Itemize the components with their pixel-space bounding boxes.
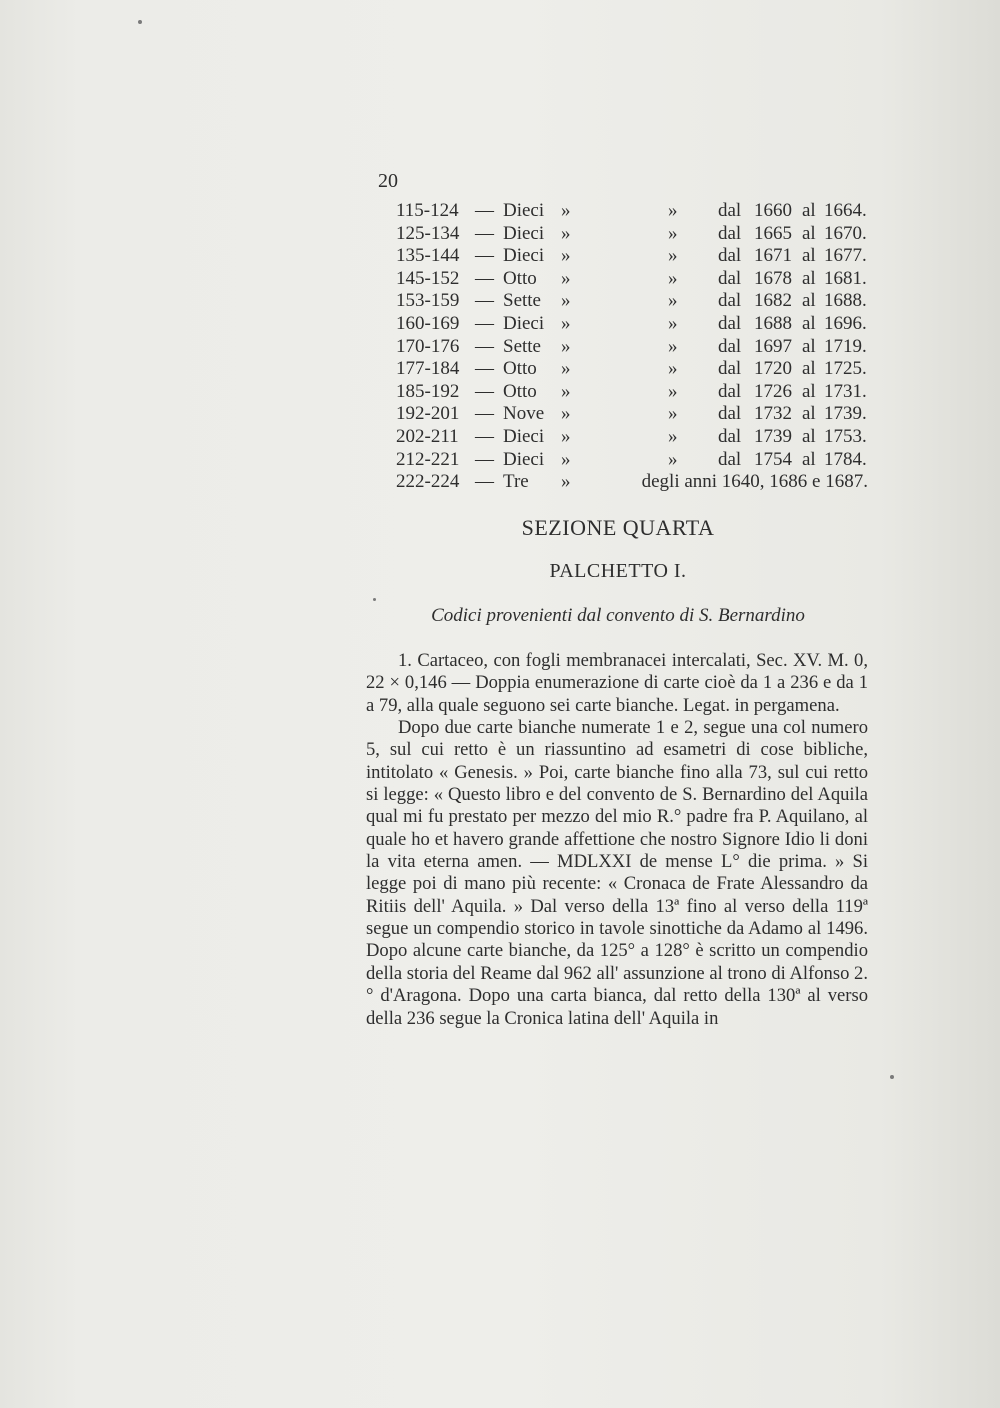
row-ditto-mark: » xyxy=(561,245,571,267)
row-ditto-mark: » xyxy=(668,290,678,312)
row-dash: — xyxy=(475,335,494,357)
row-dal: dal xyxy=(718,245,742,267)
shelf-table xyxy=(396,200,868,494)
row-dash: — xyxy=(475,267,494,289)
row-dal: dal xyxy=(718,335,742,357)
row-year-from: 1739 xyxy=(754,425,792,447)
row-dal: dal xyxy=(718,312,742,334)
row-dash: — xyxy=(475,290,494,312)
row-dash: — xyxy=(475,425,494,447)
paper-speck xyxy=(373,598,376,601)
row-dal: dal xyxy=(718,380,742,402)
row-count: Sette xyxy=(503,290,541,312)
row-al: al xyxy=(802,335,816,357)
subsection-title: PALCHETTO I. xyxy=(549,560,687,582)
row-ditto-mark: » xyxy=(561,222,571,244)
row-dal: dal xyxy=(718,448,742,470)
row-dash: — xyxy=(475,471,494,493)
row-al: al xyxy=(802,380,816,402)
table-row xyxy=(396,403,868,426)
row-year-to: 1784. xyxy=(824,448,867,470)
row-ditto-mark: » xyxy=(668,403,678,425)
row-year-from: 1678 xyxy=(754,267,792,289)
row-dal: dal xyxy=(718,222,742,244)
row-count: Dieci xyxy=(503,245,545,267)
row-dal: dal xyxy=(718,403,742,425)
row-range: 153-159 xyxy=(396,290,460,312)
row-al: al xyxy=(802,425,816,447)
row-range: 125-134 xyxy=(396,222,460,244)
row-count: Otto xyxy=(503,267,537,289)
row-ditto-mark: » xyxy=(561,380,571,402)
row-al: al xyxy=(802,200,816,221)
row-al: al xyxy=(802,403,816,425)
row-al: al xyxy=(802,312,816,334)
table-row xyxy=(396,426,868,449)
row-year-to: 1753. xyxy=(824,425,867,447)
row-al: al xyxy=(802,290,816,312)
row-range: 170-176 xyxy=(396,335,460,357)
body-text xyxy=(366,650,868,1030)
table-row xyxy=(396,381,868,404)
row-dash: — xyxy=(475,245,494,267)
table-row xyxy=(396,268,868,291)
row-range: 222-224 xyxy=(396,471,460,493)
row-count: Nove xyxy=(503,403,545,425)
row-year-to: 1725. xyxy=(824,358,867,380)
row-dal: dal xyxy=(718,267,742,289)
table-row xyxy=(396,336,868,359)
row-ditto-mark: » xyxy=(561,448,571,470)
row-ditto-mark: » xyxy=(561,471,571,493)
provenance-heading: Codici provenienti dal convento di S. Bernardino xyxy=(431,605,805,626)
row-years-text: degli anni 1640, 1686 e 1687. xyxy=(641,471,868,493)
row-year-from: 1665 xyxy=(754,222,792,244)
row-dash: — xyxy=(475,403,494,425)
row-ditto-mark: » xyxy=(561,267,571,289)
row-ditto-mark: » xyxy=(668,267,678,289)
row-ditto-mark: » xyxy=(668,380,678,402)
row-count: Dieci xyxy=(503,200,545,221)
row-al: al xyxy=(802,448,816,470)
section-title: SEZIONE QUARTA xyxy=(521,515,715,540)
row-year-to: 1696. xyxy=(824,312,867,334)
row-dash: — xyxy=(475,312,494,334)
row-year-from: 1688 xyxy=(754,312,792,334)
table-row xyxy=(396,245,868,268)
row-ditto-mark: » xyxy=(561,290,571,312)
row-range: 185-192 xyxy=(396,380,460,402)
table-row xyxy=(396,313,868,336)
row-range: 212-221 xyxy=(396,448,460,470)
row-dash: — xyxy=(475,222,494,244)
row-year-to: 1739. xyxy=(824,403,867,425)
row-year-from: 1754 xyxy=(754,448,792,470)
row-year-from: 1732 xyxy=(754,403,792,425)
row-year-to: 1670. xyxy=(824,222,867,244)
row-count: Tre xyxy=(503,471,529,493)
row-ditto-mark: » xyxy=(668,425,678,447)
row-ditto-mark: » xyxy=(668,200,678,221)
row-year-to: 1719. xyxy=(824,335,867,357)
row-ditto-mark: » xyxy=(668,335,678,357)
paper-speck xyxy=(890,1075,894,1079)
row-ditto-mark: » xyxy=(668,358,678,380)
row-count: Sette xyxy=(503,335,541,357)
row-dal: dal xyxy=(718,290,742,312)
row-year-from: 1682 xyxy=(754,290,792,312)
row-count: Dieci xyxy=(503,448,545,470)
paragraph-entry-1: 1. Cartaceo, con fogli membranacei intercalati, Sec. XV. M. 0, 22 × 0,146 — Doppia enumerazione di carte cioè da 1 a 236 e da 1 a 79, alla quale seguono sei carte bianche. Legat. in pergamena. xyxy=(366,650,868,716)
table-row xyxy=(396,200,868,223)
row-dash: — xyxy=(475,200,494,221)
row-al: al xyxy=(802,222,816,244)
row-year-from: 1697 xyxy=(754,335,792,357)
row-range: 115-124 xyxy=(396,200,459,221)
row-year-from: 1660 xyxy=(754,200,792,221)
row-ditto-mark: » xyxy=(668,222,678,244)
table-rows xyxy=(396,200,868,471)
row-al: al xyxy=(802,267,816,289)
paper-speck xyxy=(138,20,142,24)
paragraph-description: Dopo due carte bianche numerate 1 e 2, segue una col numero 5, sul cui retto è un riassuntino ad esametri di cose bibliche, intitolato « Genesis. » Poi, carte bianche fino alla 73, sul cui retto si legge: « Questo libro e del convento de S. Bernardino del Aquila qual mi fu prestato per mezzo del mio R.° padre fra P. Aquilano, al quale ho et havero grande affettione che nostro Signore Idio li doni la vita eterna amen. — MDLXXI de mense L° die prima. » Si legge poi di mano più recente: « Cronaca de Frate Alessandro da Ritiis dell' Aquila. » Dal verso della 13ª fino al verso della 119ª segue un compendio storico in tavole sinottiche da Adamo al 1496. Dopo alcune carte bianche, da 125° a 128° è scritto un compendio della storia del Reame dal 962 all' assunzione al trono di Alfonso 2.° d'Aragona. Dopo una carta bianca, dal retto della 130ª al verso della 236 segue la Cronica latina dell' Aquila in xyxy=(366,717,868,1029)
row-range: 177-184 xyxy=(396,358,460,380)
row-range: 135-144 xyxy=(396,245,460,267)
row-range: 145-152 xyxy=(396,267,460,289)
row-dal: dal xyxy=(718,425,742,447)
row-range: 192-201 xyxy=(396,403,460,425)
row-year-from: 1671 xyxy=(754,245,792,267)
row-dash: — xyxy=(475,358,494,380)
row-ditto-mark: » xyxy=(561,312,571,334)
row-al: al xyxy=(802,245,816,267)
row-ditto-mark: » xyxy=(668,312,678,334)
row-count: Otto xyxy=(503,380,537,402)
row-ditto-mark: » xyxy=(668,448,678,470)
row-count: Dieci xyxy=(503,425,545,447)
table-row xyxy=(396,290,868,313)
row-year-to: 1681. xyxy=(824,267,867,289)
row-dash: — xyxy=(475,448,494,470)
row-ditto-mark: » xyxy=(561,335,571,357)
page-number: 20 xyxy=(378,170,398,192)
row-al: al xyxy=(802,358,816,380)
row-range: 160-169 xyxy=(396,312,460,334)
row-year-to: 1688. xyxy=(824,290,867,312)
row-range: 202-211 xyxy=(396,425,459,447)
table-row xyxy=(396,223,868,246)
row-dal: dal xyxy=(718,200,742,221)
row-ditto-mark: » xyxy=(561,403,571,425)
row-ditto-mark: » xyxy=(561,425,571,447)
row-year-from: 1726 xyxy=(754,380,792,402)
row-ditto-mark: » xyxy=(561,358,571,380)
table-row xyxy=(396,358,868,381)
row-count: Otto xyxy=(503,358,537,380)
row-ditto-mark: » xyxy=(668,245,678,267)
row-year-to: 1731. xyxy=(824,380,867,402)
row-year-to: 1664. xyxy=(824,200,867,221)
row-year-to: 1677. xyxy=(824,245,867,267)
table-row xyxy=(396,449,868,472)
row-ditto-mark: » xyxy=(561,200,571,221)
row-dal: dal xyxy=(718,358,742,380)
row-count: Dieci xyxy=(503,312,545,334)
row-year-from: 1720 xyxy=(754,358,792,380)
row-dash: — xyxy=(475,380,494,402)
table-row-last xyxy=(396,471,868,494)
row-count: Dieci xyxy=(503,222,545,244)
